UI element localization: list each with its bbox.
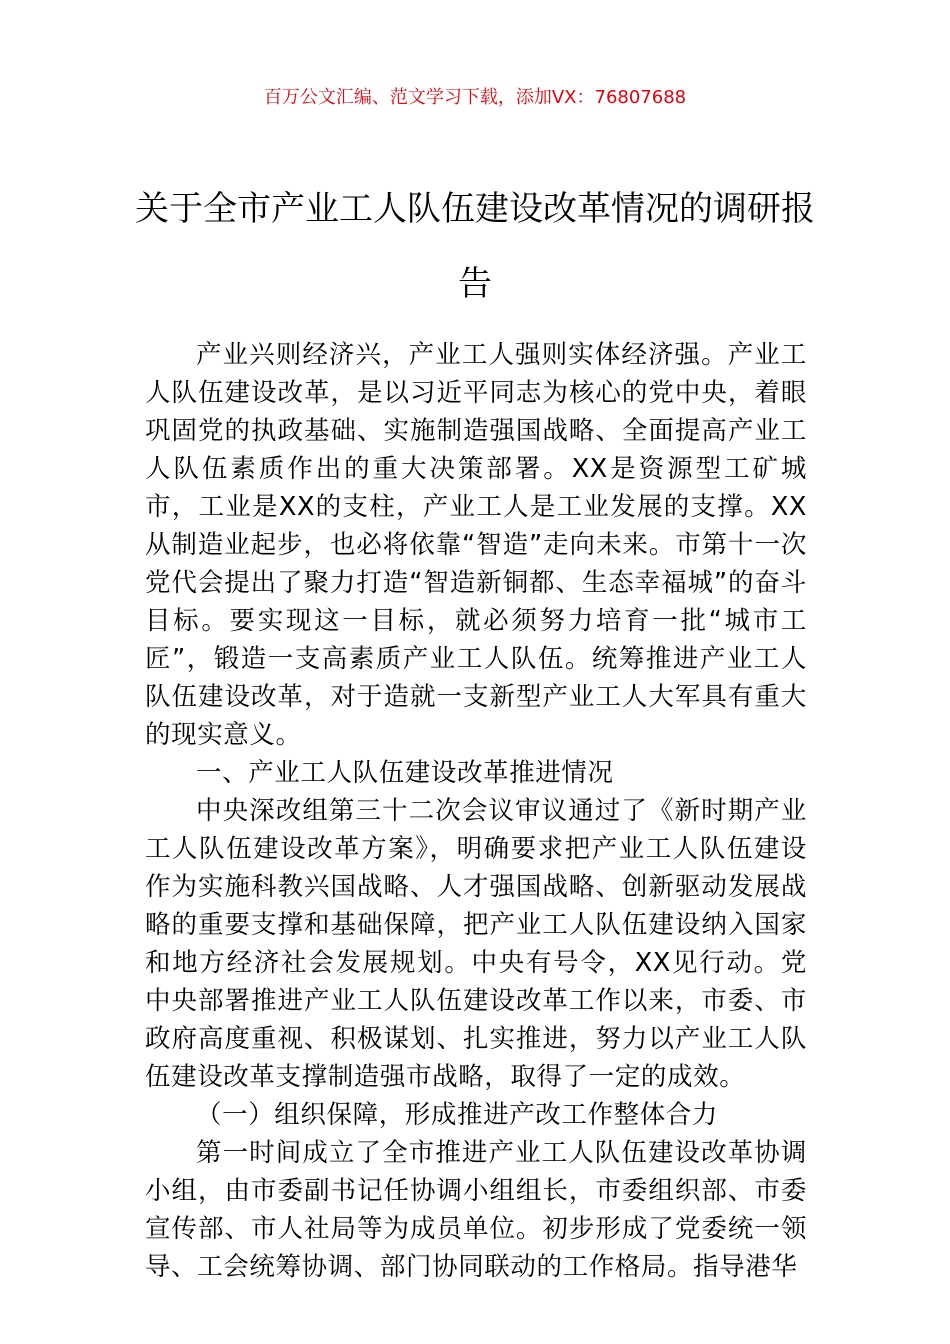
document-body — [145, 336, 807, 1286]
subsection-1-paragraph: 第一时间成立了全市推进产业工人队伍建设改革协调小组，由市委副书记任协调小组组长，市委组织部、市委宣传部、市人社局等为成员单位。初步形成了党委统一领导、工会统筹协调、部门协同联动的工作格局。指导港华 — [145, 1138, 807, 1282]
watermark-text: 百万公文汇编、范文学习下载，添加VX：76807688 — [263, 87, 687, 108]
section-1-paragraph: 中央深改组第三十二次会议审议通过了《新时期产业工人队伍建设改革方案》，明确要求把产业工人队伍建设作为实施科教兴国战略、人才强国战略、创新驱动发展战略的重要支撑和基础保障，把产业工人队伍建设纳入国家和地方经济社会发展规划。中央有号令，XX见行动。党中央部署推进产业工人队伍建设改革工作以来，市委、市政府高度重视、积极谋划、扎实推进，努力以产业工人队伍建设改革支撑制造强市战略，取得了一定的成效。 — [145, 796, 807, 1092]
document-title: 关于全市产业工人队伍建设改革情况的调研报告 — [135, 189, 815, 304]
section-heading-1: 一、产业工人队伍建设改革推进情况 — [196, 758, 614, 788]
intro-paragraph: 产业兴则经济兴，产业工人强则实体经济强。产业工人队伍建设改革，是以习近平同志为核心的党中央，着眼巩固党的执政基础、实施制造强国战略、全面提高产业工人队伍素质作出的重大决策部署。XX是资源型工矿城市，工业是XX的支柱，产业工人是工业发展的支撑。XX从制造业起步，也必将依靠“智造”走向未来。市第十一次党代会提出了聚力打造“智造新铜都、生态幸福城”的奋斗目标。要实现这一目标，就必须努力培育一批“城市工匠”，锻造一支高素质产业工人队伍。统筹推进产业工人队伍建设改革，对于造就一支新型产业工人大军具有重大的现实意义。 — [145, 340, 807, 750]
subsection-heading-1: （一）组织保障，形成推进产改工作整体合力 — [196, 1100, 719, 1130]
